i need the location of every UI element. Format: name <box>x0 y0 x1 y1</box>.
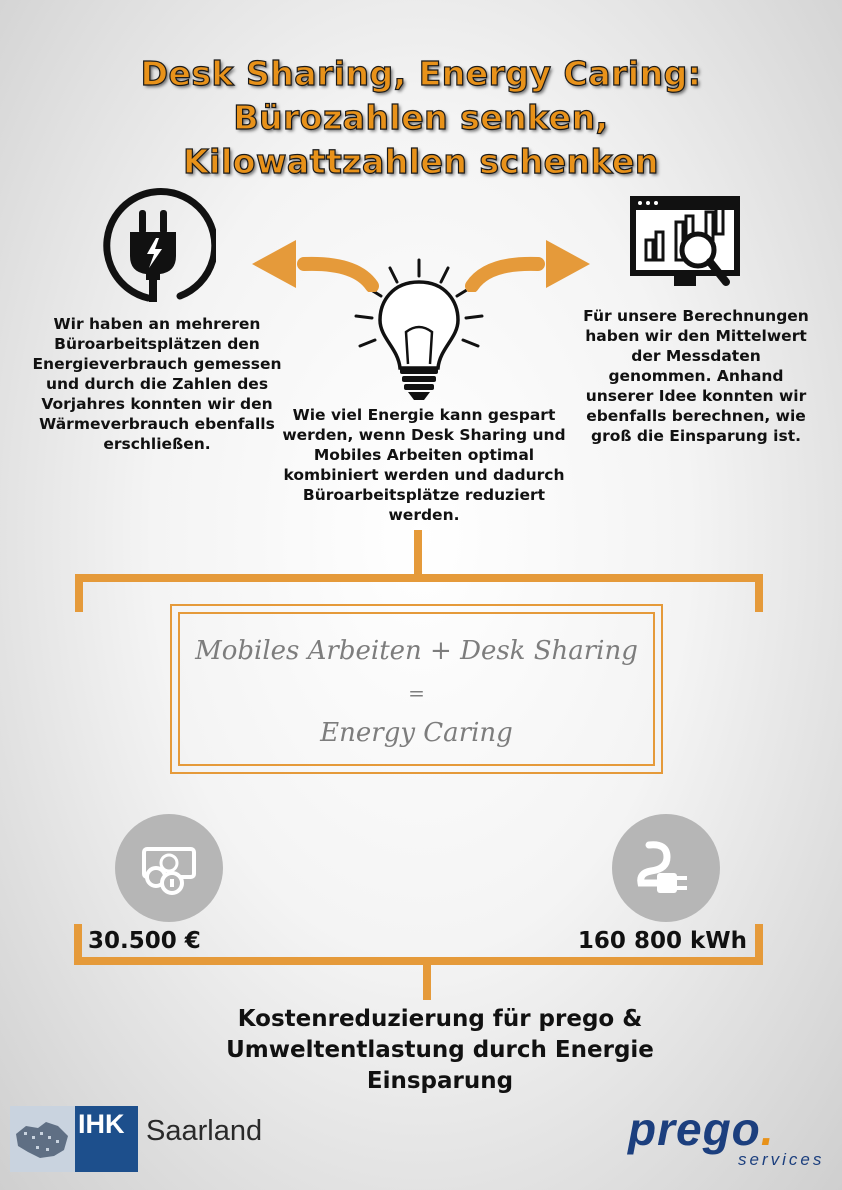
energy-savings-value: 160 800 kWh <box>577 928 747 954</box>
conclusion-text: Kostenreduzierung für prego & Umweltentlastung durch Energie Einsparung <box>226 1006 654 1094</box>
ihk-label: IHK <box>78 1109 125 1139</box>
formula-equals: = <box>408 681 425 705</box>
method-text: Wir haben an mehreren Büroarbeitsplätzen den Energieverbrauch gemessen und durch die Zahlen des Vorjahres konnten wir den Wärmeverbrauch ebenfalls erschließen. <box>32 315 282 453</box>
money-savings-value: 30.500 € <box>88 928 201 954</box>
saarland-label: Saarland <box>146 1115 263 1147</box>
prego-name: prego <box>628 1103 761 1155</box>
title-line-2: Bürozahlen senken, <box>233 98 609 137</box>
prego-logo <box>628 1104 775 1154</box>
formula-line-1: Mobiles Arbeiten + Desk Sharing <box>195 636 638 666</box>
prego-services-label: services <box>738 1150 825 1169</box>
prego-dot: . <box>760 1103 775 1155</box>
saarland-map-icon <box>10 1106 75 1172</box>
title-line-1: Desk Sharing, Energy Caring: <box>140 54 702 93</box>
formula-line-2: Energy Caring <box>320 718 513 748</box>
calculation-text: Für unsere Berechnungen haben wir den Mittelwert der Messdaten genommen. Anhand unserer Idee konnten wir ebenfalls berechnen, wie groß die Einsparung ist. <box>583 307 809 445</box>
question-text: Wie viel Energie kann gespart werden, wenn Desk Sharing und Mobiles Arbeiten optimal kombiniert werden und dadurch Büroarbeitsplätze reduziert werden. <box>282 406 566 524</box>
title-line-3: Kilowattzahlen schenken <box>183 142 659 181</box>
